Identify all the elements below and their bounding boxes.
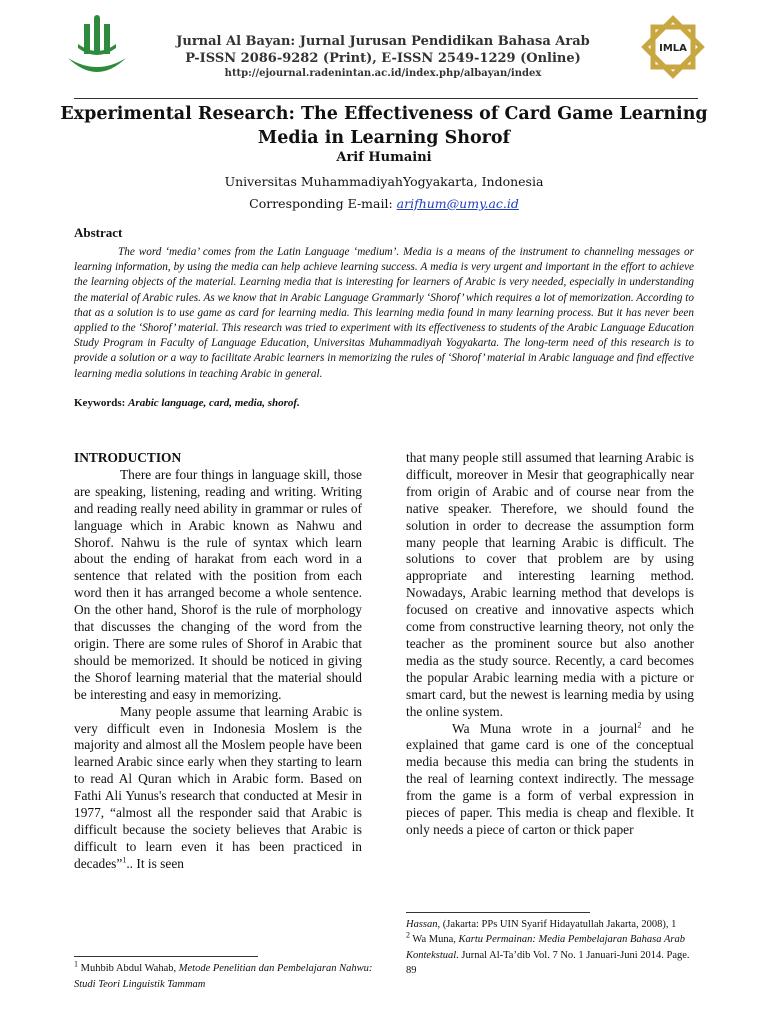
journal-url[interactable]: http://ejournal.radenintan.ac.id/index.php/albayan/index [224, 68, 542, 79]
paragraph: There are four things in language skill, those are speaking, listening, reading and writing. Writing and reading really need ability in grammar or rules of language which in Arabic known as Nahwu and Shorof. Nahwu is the rule of syntax which learn about the ending of harakat from each word in a sentence that related with the position from each word then it has arranged become a whole sentence. On the other hand, Shorof is the rule of morphology that discusses the changing of the word from the origin. There are some rules of Shorof in Arabic that should be memorized. It should be noticed in giving the Shorof learning material that the material should be interesting and easy in memorizing. [74, 466, 362, 702]
keywords-list: Arabic language, card, media, shorof. [128, 397, 300, 409]
imla-logo [640, 14, 706, 80]
title-line-2: Media in Learning Shorof [257, 128, 511, 148]
title-line-1: Experimental Research: The Effectiveness of Card Game Learning [60, 104, 708, 124]
email-link[interactable]: arifhum@umy.ac.id [396, 196, 519, 211]
paragraph: Many people assume that learning Arabic is very difficult even in Indonesia Moslem is the majority and almost all the Moslem people have been learned Arabic since early when they starting to learn to read Al Quran which in Arabic form. Based on Fathi Ali Yunus's research that conducted at Mesir in 1977, “almost all the responder said that Arabic is difficult because the society believes that Arabic is difficult to learn even it has been practiced in decades”$^1$.. It is seen [74, 703, 362, 871]
paragraph: that many people still assumed that learning Arabic is difficult, moreover in Mesir that geographically near from origin of Arabic and of course near from the native speaker. Therefore, we should found the solution in order to decrease the assumption form many people that learning Arabic is difficult. The solutions to cover that problem are by using appropriate and interesting learning method. Nowadays, Arabic learning method that develops is focused on creative and innovative aspects which come from constructive learning theory, not only the teacher as the prominent source but also another media as the study source. Recently, a card becomes the popular Arabic learning media with a picture or smart card, but the newest is learning media by using the online system. [406, 450, 694, 719]
corresponding-email [60, 196, 708, 211]
abstract-text: The word ‘media’ comes from the Latin Language ‘medium’. Media is a means of the instrument to channeling messages or learning information, by using the media can help achieve learning success. A media is very urgent and important in the effort to achieve the learning objects of the material. Learning media that is interesting for learners of Arabic is very needed, especially in understanding the material of Arabic rules. As we know that in Arabic Language Grammarly ‘Shorof’ which requires a lot of memorization. According to that as a solution is to use game as card for learning media. This learning media found in many learning process. But it has never been applied to the ‘Shorof’ material. This research was tried to experiment with its effectiveness to students of the Arabic Language Education Study Program in Faculty of Language Education, Universitas Muhammadiyah Yogyakarta. The long-term need of this research is to provide a solution or a way to facilitate Arabic learners in memorizing the rules of ‘Shorof’ material in Arabic language and find effective learning media solutions in teaching Arabic in general. [74, 246, 694, 380]
footnote-ref[interactable]: 1 [122, 855, 127, 865]
footnote-continued: Hassan, (Jakarta: PPs UIN Syarif Hidayatullah Jakarta, 2008), 1 $^2$ Wa Muna, Kartu Permainan: Media Pembelajaran Bahasa Arab Kontekstual. Jurnal Al-Ta’dib Vol. 7 No. 1 Januari-Juni 2014. Page. 89 [406, 917, 696, 979]
footnote-ref[interactable]: 2 [637, 720, 642, 730]
imla-logo-text: IMLA [659, 43, 687, 54]
right-column [406, 450, 694, 839]
author-name: Arif Humaini [336, 150, 432, 165]
left-column [74, 450, 362, 873]
article-title [60, 102, 708, 150]
footnote-divider [406, 912, 590, 913]
header-divider [74, 98, 698, 99]
journal-header [0, 0, 768, 92]
email-label: Corresponding E-mail: [249, 196, 397, 211]
university-logo-icon [62, 14, 132, 84]
journal-name: Jurnal Al Bayan: Jurnal Jurusan Pendidikan Bahasa Arab [176, 34, 590, 49]
footnote-divider [74, 956, 258, 957]
introduction-heading: INTRODUCTION [74, 450, 182, 465]
footnote-1: $^1$ Muhbib Abdul Wahab, Metode Penelitian dan Pembelajaran Nahwu: Studi Teori Linguistik Tammam [74, 959, 373, 990]
paragraph: Wa Muna wrote in a journal$^2$ and he explained that game card is one of the conceptual media because this media can bring the students in the real of learning context indirectly. The message from the game is a form of verbal expression in pieces of paper. This media is cheap and flexible. It only needs a piece of carton or thick paper [406, 720, 694, 837]
author-affiliation: Universitas MuhammadiyahYogyakarta, Indonesia [224, 174, 544, 189]
keywords [74, 397, 694, 409]
footnote-2: $^2$ Wa Muna, Kartu Permainan: Media Pembelajaran Bahasa Arab Kontekstual. Jurnal Al-Ta’dib Vol. 7 No. 1 Januari-Juni 2014. Page. 89 [406, 930, 690, 977]
journal-issn: P-ISSN 2086-9282 (Print), E-ISSN 2549-1229 (Online) [185, 51, 581, 66]
imla-star-icon [640, 14, 706, 80]
keywords-label: Keywords: [74, 397, 129, 409]
abstract-heading: Abstract [74, 225, 123, 240]
